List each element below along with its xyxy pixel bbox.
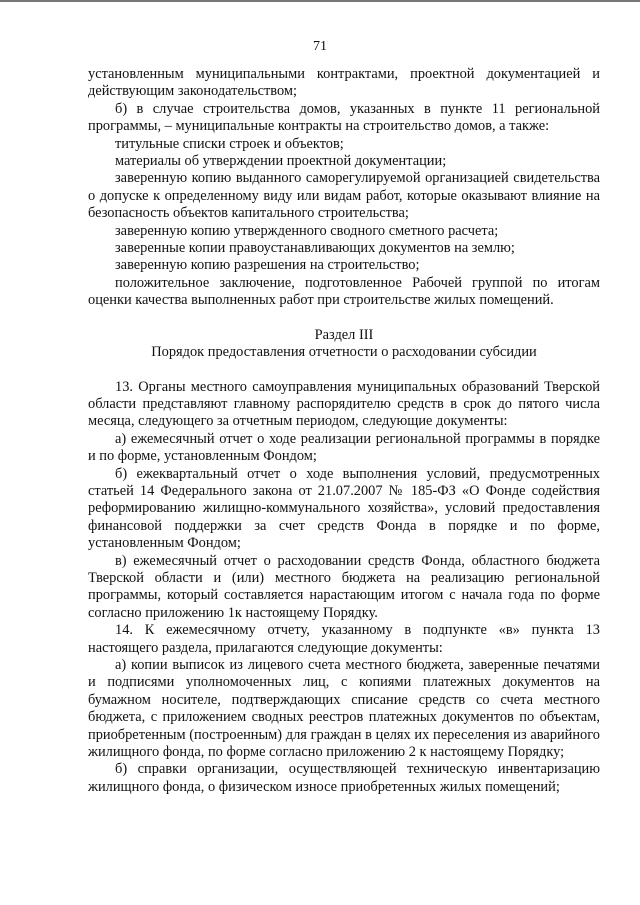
section-subtitle: Порядок предоставления отчетности о расходовании субсидии [151, 344, 537, 361]
list-item: заверенные копии правоустанавливающих документов на землю; [115, 240, 515, 257]
paragraph: б) в случае строительства домов, указанных в пункте 11 региональной программы, – муниципальные контракты на строительство домов, а также: [88, 100, 600, 135]
list-item: заверенную копию разрешения на строительство; [115, 257, 420, 274]
list-item: материалы об утверждении проектной документации; [115, 153, 447, 170]
list-item: титульные списки строек и объектов; [115, 135, 344, 152]
list-item: в) ежемесячный отчет о расходовании средств Фонда, областного бюджета Тверской области и (или) местного бюджета на реализацию региональной программы, который составляется нарастающим итогом с начала года по форме согласно приложению 1к настоящему Порядку. [88, 552, 600, 621]
list-item: а) копии выписок из лицевого счета местного бюджета, заверенные печатями и подписями уполномоченных лиц, с копиями платежных документов на бумажном носителе, подтверждающих списание средств со счета местного бюджета, с приложением сводных реестров платежных документов по объектам, приобретенным (построенным) для граждан в целях их переселения из аварийного жилищного фонда, по форме согласно приложению 2 к настоящему Порядку; [88, 657, 600, 761]
list-item: б) ежеквартальный отчет о ходе выполнения условий, предусмотренных статьей 14 Федерального закона от 21.07.2007 № 185-ФЗ «О Фонде содействия реформированию жилищно-коммунального хозяйства», условий предоставления финансовой поддержки за счет средств Фонда в порядке и по форме, установленным Фондом; [88, 465, 600, 552]
list-item: положительное заключение, подготовленное Рабочей группой по итогам оценки качества выполненных работ при строительстве жилых помещений. [88, 274, 600, 309]
paragraph: 13. Органы местного самоуправления муниципальных образований Тверской области представляют главному распорядителю средств в срок до пятого числа месяца, следующего за отчетным периодом, следующие документы: [88, 378, 600, 430]
list-item: а) ежемесячный отчет о ходе реализации региональной программы в порядке и по форме, установленным Фондом; [88, 430, 600, 465]
section-title: Раздел III [314, 326, 374, 343]
list-item: заверенную копию утвержденного сводного сметного расчета; [115, 222, 499, 239]
list-item: б) справки организации, осуществляющей техническую инвентаризацию жилищного фонда, о физическом износе приобретенных жилых помещений; [88, 761, 600, 795]
list-item: заверенную копию выданного саморегулируемой организацией свидетельства о допуске к определенному виду или видам работ, которые оказывают влияние на безопасность объектов капитального строительства; [88, 170, 600, 222]
page-number: 71 [313, 39, 327, 54]
paragraph: установленным муниципальными контрактами, проектной документацией и действующим законодательством; [88, 66, 600, 100]
paragraph: 14. К ежемесячному отчету, указанному в подпункте «в» пункта 13 настоящего раздела, прилагаются следующие документы: [88, 622, 600, 656]
scan-top-border [0, 0, 640, 2]
document-body [88, 66, 600, 796]
